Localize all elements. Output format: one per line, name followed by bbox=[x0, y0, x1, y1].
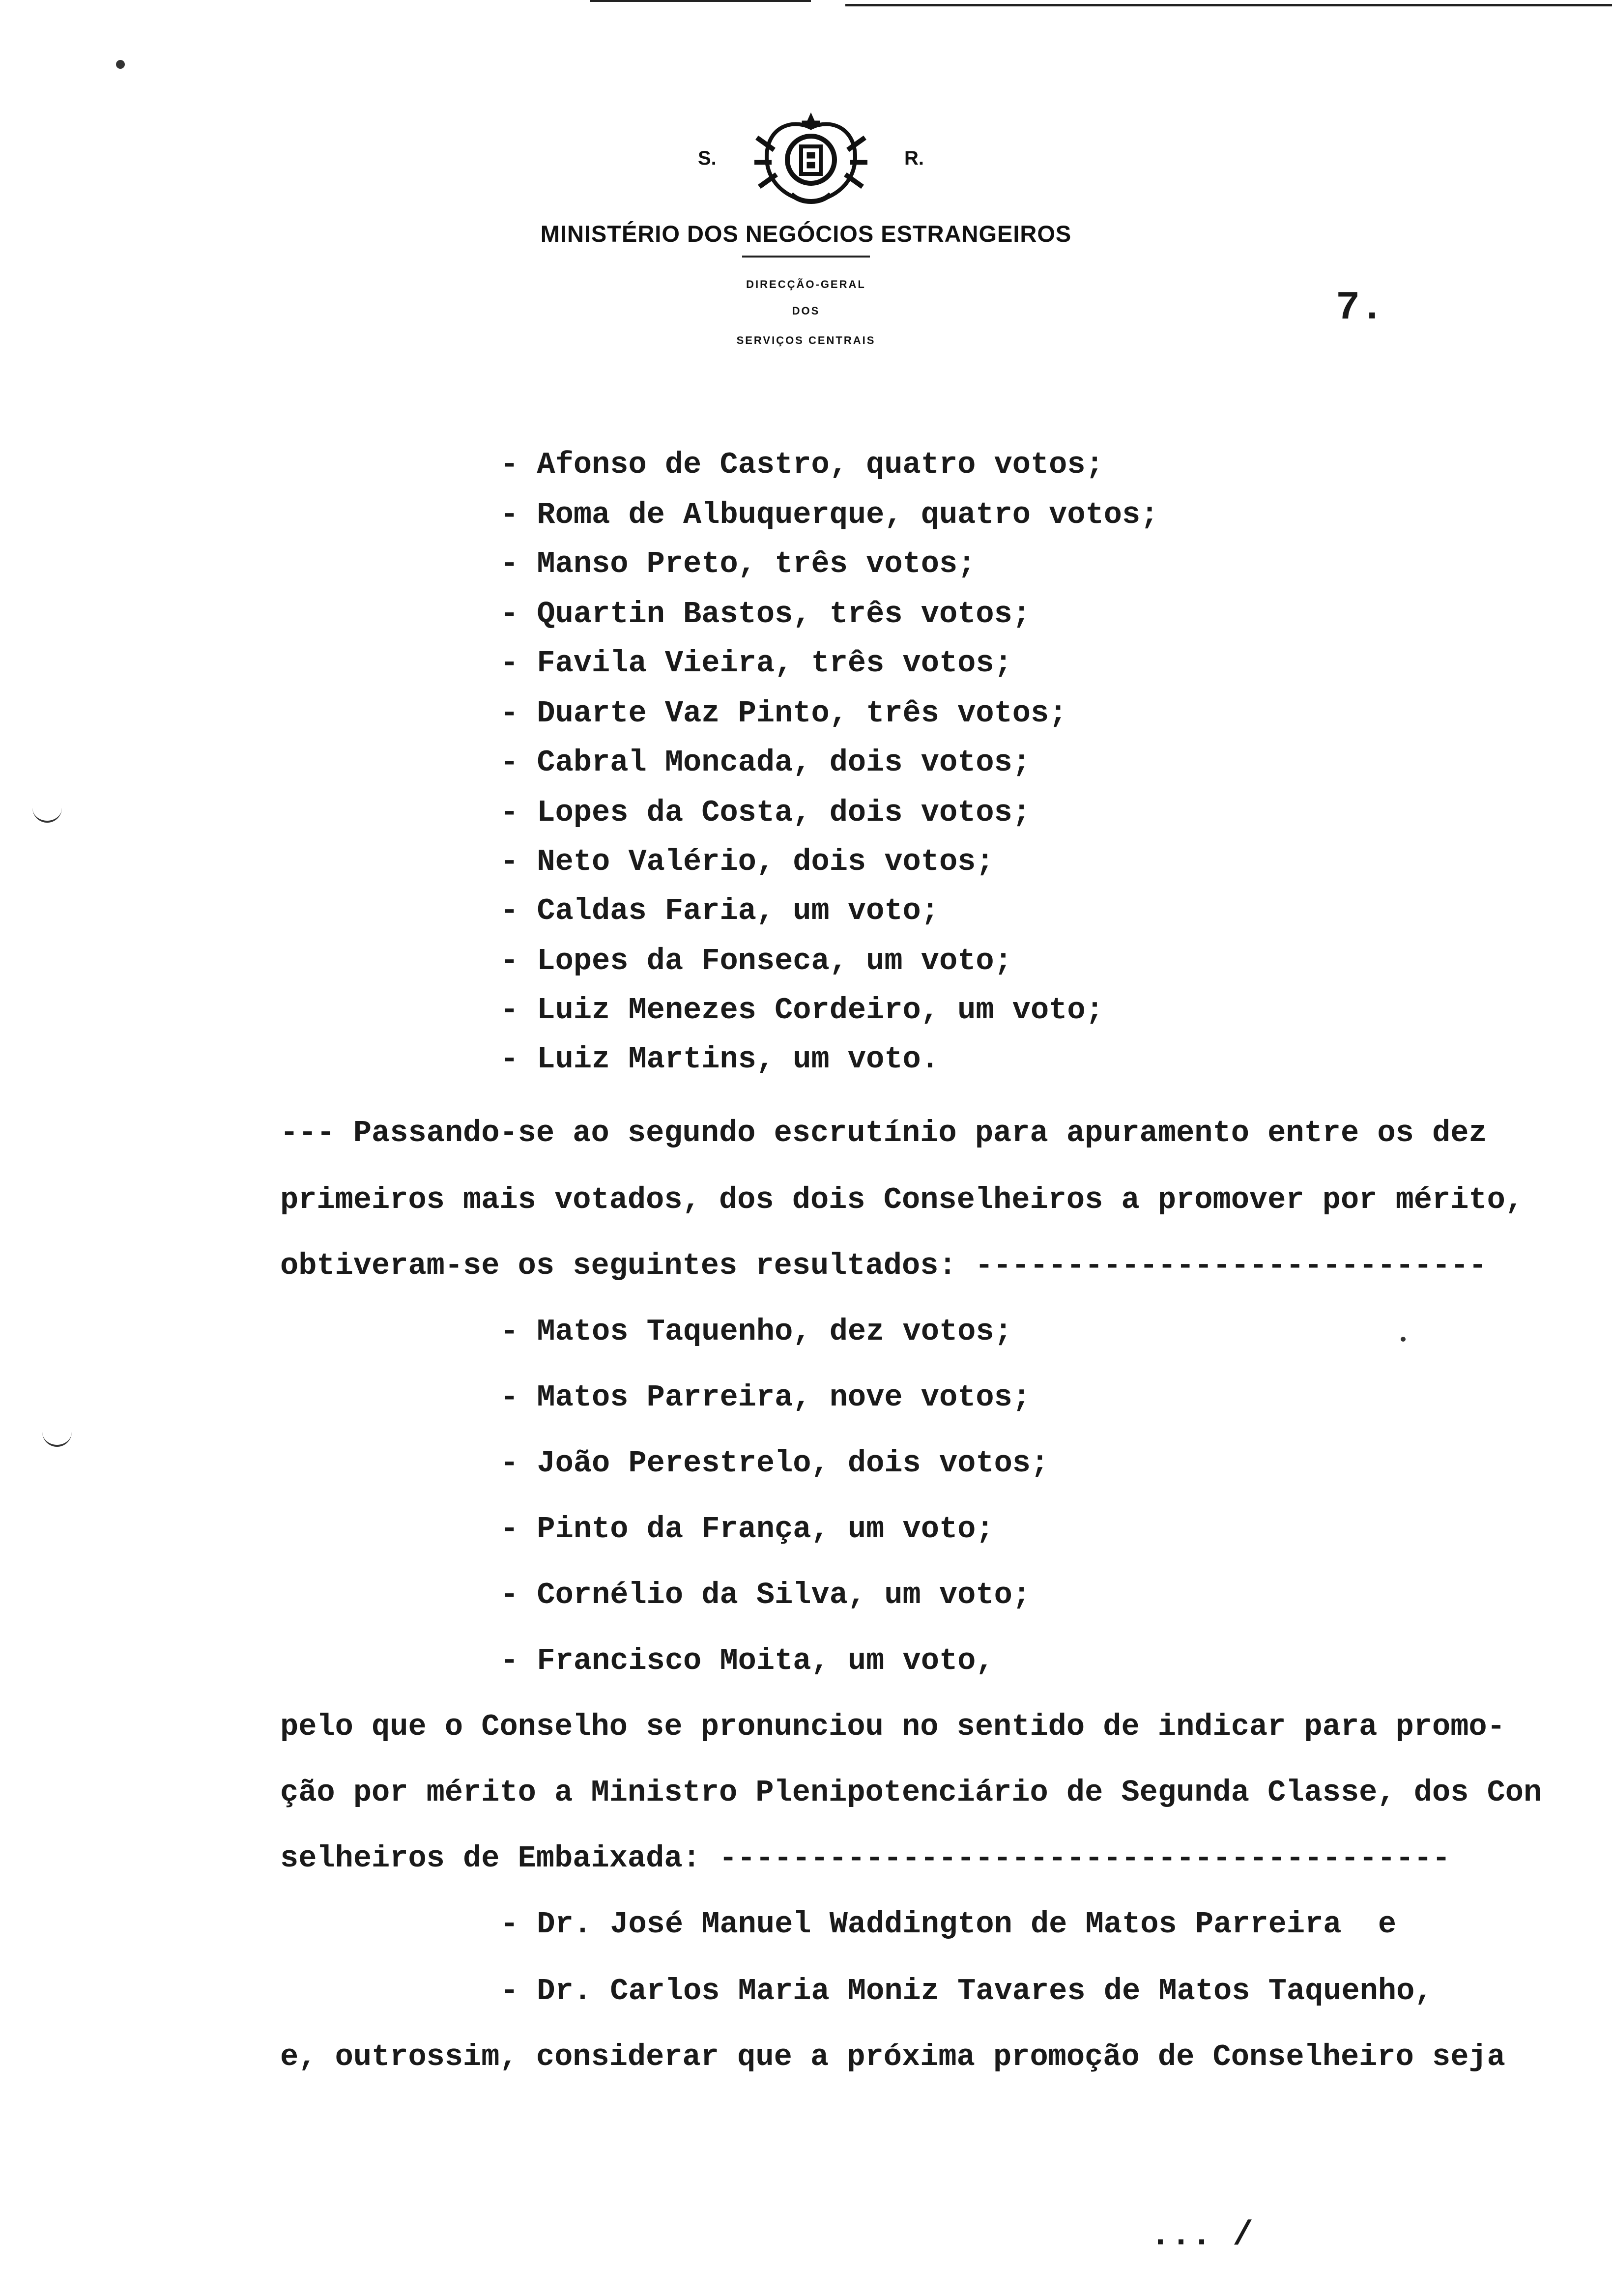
list-item: - Dr. José Manuel Waddington de Matos Parreira e bbox=[500, 1907, 1397, 1942]
continuation-mark: ... / bbox=[1150, 2216, 1254, 2255]
seal-left-initial: S. bbox=[698, 147, 717, 169]
list-item: - Lopes da Costa, dois votos; bbox=[500, 795, 1031, 830]
paragraph-line: e, outrossim, considerar que a próxima promoção de Conselheiro seja bbox=[280, 2039, 1505, 2074]
seal-row bbox=[698, 108, 924, 206]
list-item: - Neto Valério, dois votos; bbox=[500, 844, 994, 879]
list-item: - Cornélio da Silva, um voto; bbox=[500, 1578, 1031, 1612]
direction-line: DOS bbox=[792, 305, 820, 317]
list-item: - Francisco Moita, um voto, bbox=[500, 1643, 994, 1678]
list-item: - Matos Taquenho, dez votos; bbox=[500, 1314, 1012, 1349]
list-item: - Manso Preto, três votos; bbox=[500, 546, 976, 581]
list-item: - Duarte Vaz Pinto, três votos; bbox=[500, 696, 1067, 731]
list-item: - Luiz Martins, um voto. bbox=[500, 1042, 939, 1077]
scan-speck bbox=[116, 60, 125, 69]
margin-mark bbox=[42, 1430, 72, 1447]
list-item: - Favila Vieira, três votos; bbox=[500, 646, 1012, 681]
margin-mark bbox=[32, 806, 62, 823]
letterhead-rule bbox=[742, 256, 870, 258]
ministry-title: MINISTÉRIO DOS NEGÓCIOS ESTRANGEIROS bbox=[540, 221, 1072, 247]
direction-line: SERVIÇOS CENTRAIS bbox=[736, 334, 876, 346]
paragraph-line: ção por mérito a Ministro Plenipotenciário de Segunda Classe, dos Con bbox=[280, 1775, 1542, 1810]
coat-of-arms-seal bbox=[747, 108, 875, 206]
list-item: - Lopes da Fonseca, um voto; bbox=[500, 944, 1012, 978]
paragraph-line: --- Passando-se ao segundo escrutínio para apuramento entre os dez bbox=[280, 1116, 1487, 1150]
list-item: - Afonso de Castro, quatro votos; bbox=[500, 447, 1104, 482]
list-item: - Roma de Albuquerque, quatro votos; bbox=[500, 497, 1159, 532]
page-edge-line bbox=[590, 0, 811, 2]
list-item: - Caldas Faria, um voto; bbox=[500, 893, 939, 928]
list-item: - Pinto da França, um voto; bbox=[500, 1512, 994, 1547]
paragraph-line: obtiveram-se os seguintes resultados: ---------------------------- bbox=[280, 1248, 1487, 1283]
list-item: - Dr. Carlos Maria Moniz Tavares de Matos Taquenho, bbox=[500, 1974, 1433, 2009]
paragraph-line: pelo que o Conselho se pronunciou no sentido de indicar para promo- bbox=[280, 1709, 1505, 1744]
paragraph-line: selheiros de Embaixada: ---------------------------------------- bbox=[280, 1841, 1451, 1876]
list-item: - João Perestrelo, dois votos; bbox=[500, 1446, 1049, 1481]
list-item: - Cabral Moncada, dois votos; bbox=[500, 745, 1031, 780]
list-item: - Quartin Bastos, três votos; bbox=[500, 597, 1031, 631]
paragraph-line: primeiros mais votados, dos dois Conselheiros a promover por mérito, bbox=[280, 1182, 1524, 1217]
list-item: - Matos Parreira, nove votos; bbox=[500, 1380, 1031, 1415]
seal-right-initial: R. bbox=[904, 147, 924, 169]
list-item: - Luiz Menezes Cordeiro, um voto; bbox=[500, 993, 1104, 1028]
page-number: 7. bbox=[1336, 285, 1384, 331]
scan-speck bbox=[1401, 1337, 1406, 1342]
page-edge-line bbox=[845, 4, 1612, 6]
direction-line: DIRECÇÃO-GERAL bbox=[746, 278, 866, 290]
